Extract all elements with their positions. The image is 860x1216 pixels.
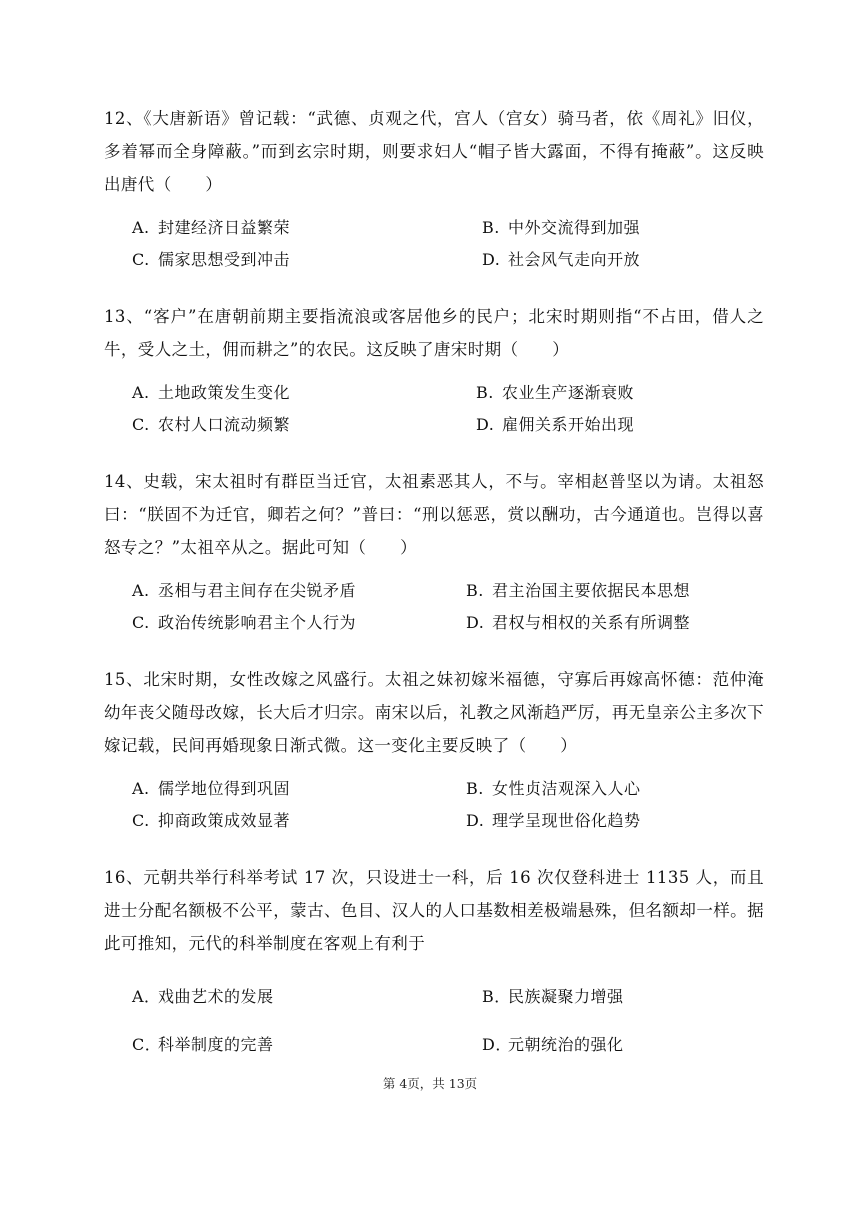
option-b	[482, 215, 640, 238]
option-d	[482, 247, 640, 270]
option-text: 农村人口流动频繁	[158, 415, 291, 434]
option-key: A.	[132, 218, 150, 237]
option-key: B．	[482, 987, 511, 1006]
option-c	[132, 808, 290, 831]
options-grid	[104, 578, 764, 646]
option-text: 社会风气走向开放	[508, 250, 641, 269]
option-text: 雇佣关系开始出现	[502, 415, 635, 434]
question-12	[104, 102, 764, 283]
option-d	[482, 1032, 624, 1055]
option-b	[466, 578, 690, 601]
option-key: B.	[476, 383, 494, 402]
option-text: 儒家思想受到冲击	[158, 250, 291, 269]
question-stem: 12、《大唐新语》曾记载：“武德、贞观之代，宫人（宫女）骑马者，依《周礼》旧仪，多着幂而全身障蔽。”而到玄宗时期，则要求妇人“帽子皆大露面，不得有掩蔽”。这反映出唐代（ ）	[104, 109, 764, 194]
option-text: 科举制度的完善	[158, 1035, 274, 1054]
option-key: A．	[132, 987, 161, 1006]
options-grid	[104, 215, 764, 283]
option-key: C.	[132, 613, 150, 632]
option-key: D.	[466, 811, 485, 830]
option-d	[476, 412, 634, 435]
option-a	[132, 215, 290, 238]
option-key: C．	[132, 1035, 162, 1054]
option-key: C.	[132, 415, 150, 434]
option-d	[466, 610, 690, 633]
option-text: 中外交流得到加强	[508, 218, 641, 237]
question-stem: 15、北宋时期，女性改嫁之风盛行。太祖之妹初嫁米福德，守寡后再嫁高怀德：范仲淹幼年丧父随母改嫁，长大后才归宗。南宋以后，礼教之风渐趋严厉，再无皇亲公主多次下嫁记载，民间再婚现象日渐式微。这一变化主要反映了（ ）	[104, 670, 764, 755]
option-c	[132, 412, 290, 435]
option-key: D.	[476, 415, 495, 434]
option-b	[476, 380, 634, 403]
option-b	[482, 984, 624, 1007]
options-grid	[104, 380, 764, 448]
option-c	[132, 1032, 274, 1055]
option-text: 民族凝聚力增强	[508, 987, 624, 1006]
question-stem: 16、元朝共举行科举考试 17 次，只设进士一科，后 16 次仅登科进士 1135 人，而且进士分配名额极不公平，蒙古、色目、汉人的人口基数相差极端悬殊，但名额却一样。据此可推知，元代的科举制度在客观上有利于	[104, 868, 764, 953]
option-text: 君主治国主要依据民本思想	[492, 581, 691, 600]
option-key: A.	[132, 383, 150, 402]
option-a	[132, 578, 356, 601]
question-15	[104, 663, 764, 844]
option-b	[466, 776, 641, 799]
option-key: C.	[132, 811, 150, 830]
option-key: D．	[482, 1035, 512, 1054]
option-text: 儒学地位得到巩固	[158, 779, 291, 798]
question-stem: 14、史载，宋太祖时有群臣当迁官，太祖素恶其人，不与。宰相赵普坚以为请。太祖怒曰：“朕固不为迁官，卿若之何？”普曰：“刑以惩恶，赏以酬功，古今通道也。岂得以喜怒专之？”太祖卒从之。据此可知（ ）	[104, 472, 764, 557]
option-key: A.	[132, 581, 150, 600]
option-key: A.	[132, 779, 150, 798]
option-text: 丞相与君主间存在尖锐矛盾	[158, 581, 357, 600]
option-text: 农业生产逐渐衰败	[502, 383, 635, 402]
option-c	[132, 247, 290, 270]
option-a	[132, 776, 290, 799]
option-a	[132, 380, 290, 403]
option-key: B.	[466, 779, 484, 798]
option-text: 戏曲艺术的发展	[158, 987, 274, 1006]
option-key: D.	[482, 250, 501, 269]
option-text: 封建经济日益繁荣	[158, 218, 291, 237]
option-text: 理学呈现世俗化趋势	[492, 811, 641, 830]
option-a	[132, 984, 274, 1007]
option-key: B.	[466, 581, 484, 600]
option-text: 抑商政策成效显著	[158, 811, 291, 830]
option-text: 政治传统影响君主个人行为	[158, 613, 357, 632]
option-text: 土地政策发生变化	[158, 383, 291, 402]
option-key: C.	[132, 250, 150, 269]
option-c	[132, 610, 356, 633]
question-14	[104, 465, 764, 646]
page-number-footer: 第 4页，共 13页	[382, 1076, 478, 1091]
option-key: B.	[482, 218, 500, 237]
option-key: D.	[466, 613, 485, 632]
option-d	[466, 808, 641, 831]
options-grid	[104, 984, 764, 1064]
question-16	[104, 861, 764, 1064]
options-grid	[104, 776, 764, 844]
option-text: 女性贞洁观深入人心	[492, 779, 641, 798]
option-text: 君权与相权的关系有所调整	[492, 613, 691, 632]
option-text: 元朝统治的强化	[508, 1035, 624, 1054]
question-stem: 13、“客户”在唐朝前期主要指流浪或客居他乡的民户；北宋时期则指“不占田，借人之牛，受人之土，佣而耕之”的农民。这反映了唐宋时期（ ）	[104, 307, 764, 359]
question-13	[104, 300, 764, 448]
